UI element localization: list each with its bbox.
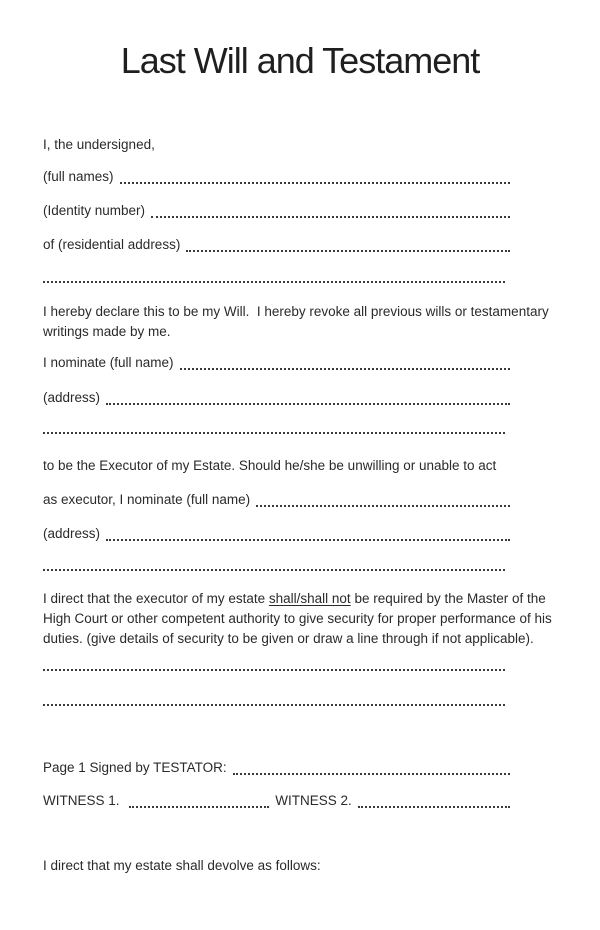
alternate-executor-fill-line bbox=[256, 491, 510, 507]
executor-address-fill-line bbox=[106, 389, 510, 405]
witness-1-label: WITNESS 1. bbox=[43, 793, 124, 808]
security-line-3: duties. (give details of security to be given or draw a line through if not applicable). bbox=[43, 631, 534, 646]
declaration-line-1: I hereby declare this to be my Will. I hereby revoke all previous wills or testamentary bbox=[43, 304, 549, 319]
identity-number-fill-line bbox=[151, 202, 510, 218]
alternate-executor-address-label: (address) bbox=[43, 526, 101, 541]
full-names-label: (full names) bbox=[43, 169, 114, 184]
alternate-executor-address-field bbox=[43, 525, 510, 543]
alternate-executor-label: as executor, I nominate (full name) bbox=[43, 492, 251, 507]
alternate-executor-address-fill-line bbox=[106, 525, 510, 541]
estate-devolve-line: I direct that my estate shall devolve as follows: bbox=[43, 858, 321, 873]
nominate-executor-fill-line bbox=[180, 354, 510, 370]
full-names-fill-line bbox=[120, 168, 510, 184]
security-shall-shall-not: shall/shall not bbox=[268, 591, 351, 606]
testator-signature-label: Page 1 Signed by TESTATOR: bbox=[43, 760, 227, 775]
security-line-1-pre: I direct that the executor of my estate bbox=[43, 591, 269, 606]
nominate-executor-field bbox=[43, 354, 510, 372]
testator-signature-row bbox=[43, 759, 510, 777]
security-line-1 bbox=[43, 589, 552, 609]
full-names-field bbox=[43, 168, 510, 186]
security-details-fill-line-1 bbox=[43, 669, 505, 671]
executor-address-field bbox=[43, 389, 510, 407]
address-continuation-fill-line bbox=[43, 281, 505, 283]
security-line-2: High Court or other competent authority to give security for proper performance of his bbox=[43, 611, 552, 626]
witness-2-fill-line bbox=[358, 792, 510, 808]
declaration-paragraph bbox=[43, 302, 549, 342]
residential-address-fill-line bbox=[186, 236, 510, 252]
security-paragraph bbox=[43, 589, 552, 649]
executor-appointment-line: to be the Executor of my Estate. Should he/she be unwilling or unable to act bbox=[43, 458, 497, 473]
residential-address-label: of (residential address) bbox=[43, 237, 181, 252]
identity-number-field bbox=[43, 202, 510, 220]
declaration-line-2: writings made by me. bbox=[43, 324, 171, 339]
security-details-fill-line-2 bbox=[43, 704, 505, 706]
testator-signature-fill-line bbox=[233, 759, 510, 775]
identity-number-label: (Identity number) bbox=[43, 203, 146, 218]
intro-line: I, the undersigned, bbox=[43, 137, 155, 152]
security-line-1-post: be required by the Master of the bbox=[350, 591, 546, 606]
executor-address-label: (address) bbox=[43, 390, 101, 405]
alternate-address-continuation-fill-line bbox=[43, 569, 505, 571]
nominate-executor-label: I nominate (full name) bbox=[43, 355, 174, 370]
witness-2-label: WITNESS 2. bbox=[275, 793, 352, 808]
residential-address-field bbox=[43, 236, 510, 254]
witness-signature-row bbox=[43, 792, 510, 810]
alternate-executor-field bbox=[43, 491, 510, 509]
page-title: Last Will and Testament bbox=[120, 40, 480, 81]
witness-1-fill-line bbox=[129, 792, 269, 808]
executor-address-continuation-fill-line bbox=[43, 432, 505, 434]
